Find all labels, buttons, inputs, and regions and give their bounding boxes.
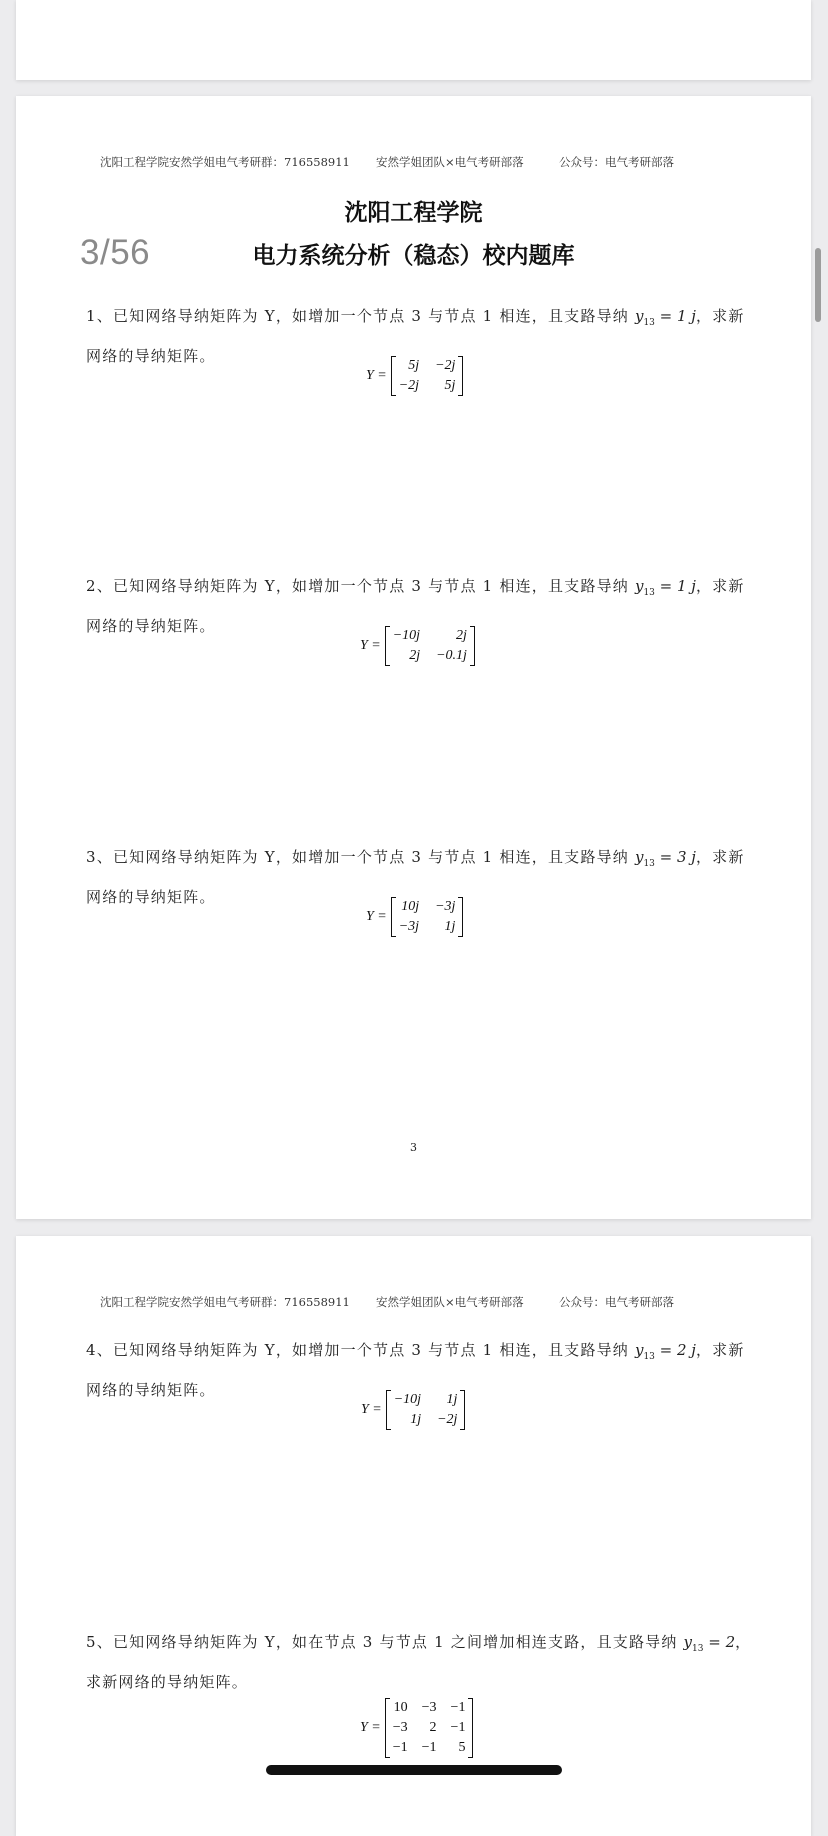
header-right: 公众号：电气考研部落	[559, 1295, 674, 1309]
previous-page	[16, 0, 811, 80]
header-middle: 安然学姐团队×电气考研部落	[376, 1295, 524, 1309]
question-text: 4、已知网络导纳矩阵为 Y，如增加一个节点 3 与节点 1 相连，且支路导纳	[86, 1341, 629, 1359]
header-left: 沈阳工程学院安然学姐电气考研群：716558911	[100, 1295, 350, 1309]
admittance-matrix-5: Y = 10 −3 −1 −3 2 −1 −1 −1 5	[360, 1698, 473, 1758]
admittance-matrix-2: Y = −10j 2j 2j −0.1j	[360, 626, 475, 666]
question-5	[86, 1626, 758, 1699]
question-text-end: ，求新网络的导纳矩阵。	[86, 848, 745, 906]
branch-admittance: $y_{13} = 2$ j	[634, 1341, 696, 1362]
page-counter: 3/56	[80, 233, 151, 272]
document-page-3	[16, 96, 811, 1219]
document-page-4	[16, 1236, 811, 1836]
branch-admittance: $y_{13} = 2$	[683, 1633, 736, 1654]
admittance-matrix-3: Y = 10j −3j −3j 1j	[366, 897, 463, 937]
question-text-end: ，求新网络的导纳矩阵。	[86, 1341, 745, 1399]
question-text-end: ，求新网络的导纳矩阵。	[86, 577, 745, 635]
admittance-matrix-4: Y = −10j 1j 1j −2j	[361, 1390, 465, 1430]
page-number: 3	[410, 1141, 417, 1154]
question-text-end: ，求新网络的导纳矩阵。	[86, 307, 745, 365]
header-right: 公众号：电气考研部落	[559, 155, 674, 169]
question-text: 2、已知网络导纳矩阵为 Y，如增加一个节点 3 与节点 1 相连，且支路导纳	[86, 577, 629, 595]
home-indicator[interactable]	[266, 1765, 562, 1775]
question-bank-title: 电力系统分析（稳态）校内题库	[252, 243, 575, 269]
school-title: 沈阳工程学院	[344, 200, 483, 226]
question-text: 1、已知网络导纳矩阵为 Y，如增加一个节点 3 与节点 1 相连，且支路导纳	[86, 307, 629, 325]
branch-admittance: $y_{13} = 3$ j	[634, 848, 696, 869]
header-left: 沈阳工程学院安然学姐电气考研群：716558911	[100, 155, 350, 169]
vertical-scrollbar[interactable]	[815, 248, 821, 322]
header-middle: 安然学姐团队×电气考研部落	[376, 155, 524, 169]
branch-admittance: $y_{13} = 1$ j	[634, 577, 696, 598]
branch-admittance: $y_{13} = 1$ j	[634, 307, 696, 328]
question-text: 3、已知网络导纳矩阵为 Y，如增加一个节点 3 与节点 1 相连，且支路导纳	[86, 848, 629, 866]
admittance-matrix-1: Y = 5j −2j −2j 5j	[366, 356, 463, 396]
question-text-end: ，求新网络的导纳矩阵。	[86, 1633, 752, 1691]
question-text: 5、已知网络导纳矩阵为 Y，如在节点 3 与节点 1 之间增加相连支路，且支路导纳	[86, 1633, 678, 1651]
